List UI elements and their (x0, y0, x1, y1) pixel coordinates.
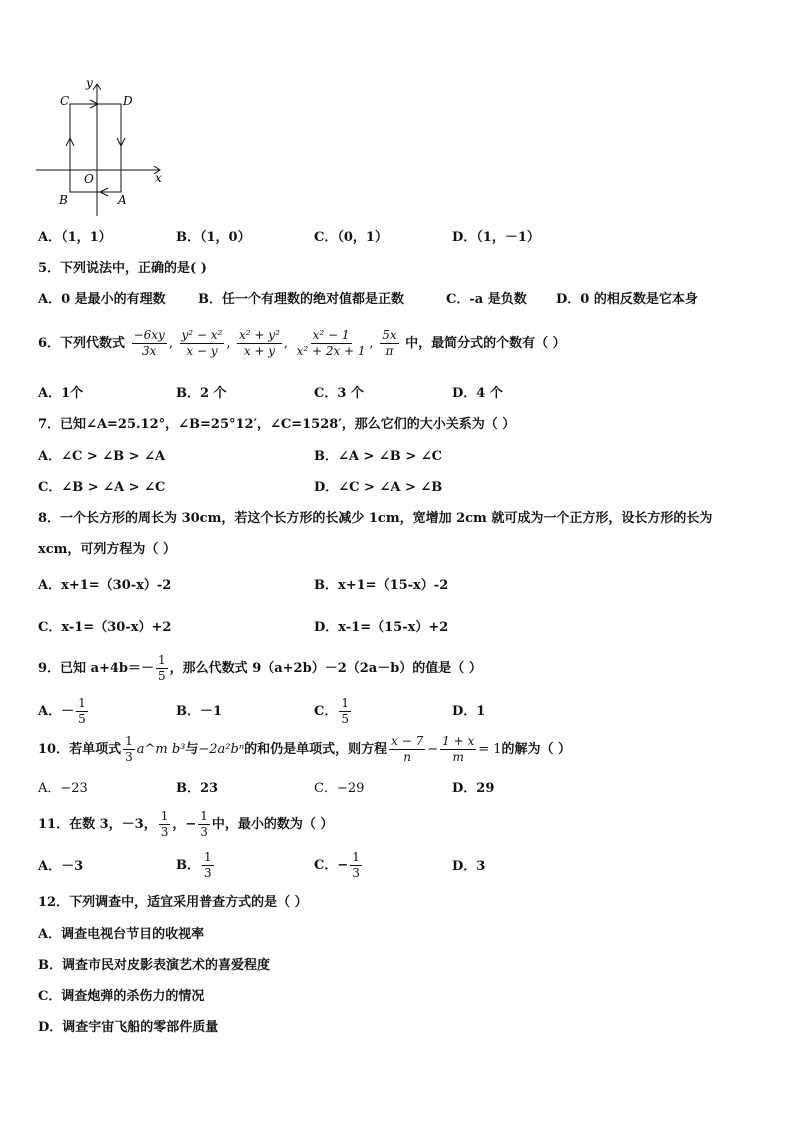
label-y: y (86, 76, 93, 90)
q10-option-d[interactable]: D．29 (452, 781, 495, 796)
q6-frac-3: $\frac{\text{x² + y²}}{x + y}$ (239, 328, 280, 358)
q6-frac-1: $\frac{-6xy}{3x}$ (133, 328, 165, 358)
rectangle-path (70, 104, 121, 192)
coordinate-figure (30, 74, 180, 220)
q6-option-b[interactable]: B．2 个 (176, 386, 227, 401)
q12-option-c[interactable]: C．调查炮弹的杀伤力的情况 (38, 989, 205, 1004)
q12-option-b[interactable]: B．调查市民对皮影表演艺术的喜爱程度 (38, 958, 270, 973)
q12-option-d[interactable]: D．调查宇宙飞船的零部件质量 (38, 1020, 219, 1035)
q8-stem-line1: 8．一个长方形的周长为 30cm，若这个长方形的长减少 1cm，宽增加 2cm 就可成为一个正方形，设长方形的长为 (38, 511, 713, 526)
q10-monomial-1: a^m b³ (136, 742, 186, 757)
q4-option-d[interactable]: D．（1，－1） (452, 230, 540, 245)
q6-frac-4: $\frac{\text{x² − 1}}{\text{x² + 2x + 1}}$ (296, 328, 366, 358)
q9-frac: $\frac{1}{5}$ (158, 653, 166, 683)
q4-option-b[interactable]: B．（1，0） (176, 230, 251, 245)
q11-option-c[interactable]: C．− $\frac{1}{3}$ (314, 850, 360, 880)
q4-option-a[interactable]: A．（1，1） (38, 230, 112, 245)
q10-stem: 10．若单项式 $\frac{1}{3}$ a^m b³与−2a²bⁿ的和仍是单项式，则方程 $\frac{x - 7}{n}$ − $\frac{1 + x}{m}$ = 1的解为（ ） (38, 734, 572, 764)
q10-monomial-2: −2a²bⁿ (198, 742, 245, 757)
q5-option-b[interactable]: B．任一个有理数的绝对值都是正数 (198, 292, 404, 307)
q8-option-a[interactable]: A．x+1=（30-x）-2 (38, 578, 172, 593)
label-d: D (123, 94, 133, 108)
q7-stem: 7．已知∠A=25.12°，∠B=25°12′，∠C=1528′，那么它们的大小关系为（ ） (38, 417, 516, 432)
q8-stem-line2: xcm，可列方程为（ ） (38, 542, 176, 557)
q5-option-a[interactable]: A．0 是最小的有理数 (38, 292, 166, 307)
label-b: B (59, 193, 68, 207)
q10-option-b[interactable]: B．23 (176, 781, 219, 796)
q8-option-b[interactable]: B．x+1=（15-x）-2 (314, 578, 449, 593)
q10-option-c[interactable]: C．−29 (314, 781, 365, 796)
q6-option-c[interactable]: C．3 个 (314, 386, 364, 401)
q11-stem: 11．在数 3，－3， $\frac{1}{3}$ ，− $\frac{1}{3}$ 中，最小的数为（ ） (38, 809, 334, 839)
q6-option-d[interactable]: D．4 个 (452, 386, 503, 401)
label-x: x (155, 171, 162, 185)
q6-frac-2: $\frac{\text{y² − x²}}{x - y}$ (181, 328, 223, 358)
q8-option-c[interactable]: C．x-1=（30-x）+2 (38, 620, 172, 635)
q6-prefix: 6．下列代数式 (38, 336, 126, 351)
label-o: O (84, 172, 94, 186)
q9-option-c[interactable]: C． $\frac{1}{5}$ (314, 696, 349, 726)
q12-option-a[interactable]: A．调查电视台节目的收视率 (38, 927, 205, 942)
q11-option-a[interactable]: A．－3 (38, 859, 84, 874)
q9-option-a[interactable]: A．－ $\frac{1}{5}$ (38, 696, 86, 726)
q7-option-a[interactable]: A．∠C > ∠B > ∠A (38, 449, 166, 464)
q8-option-d[interactable]: D．x-1=（15-x）+2 (314, 620, 449, 635)
q6-option-a[interactable]: A．1个 (38, 386, 84, 401)
q9-option-b[interactable]: B．－1 (176, 704, 223, 719)
label-c: C (60, 94, 70, 108)
q11-option-b[interactable]: B． $\frac{1}{3}$ (176, 850, 212, 880)
q6-suffix: 中，最简分式的个数有（ ） (405, 336, 566, 351)
q4-option-c[interactable]: C．（0，1） (314, 230, 388, 245)
q12-stem: 12．下列调查中，适宜采用普查方式的是（ ） (38, 895, 308, 910)
q11-option-d[interactable]: D．3 (452, 859, 486, 874)
q5-option-d[interactable]: D．0 的相反数是它本身 (556, 292, 698, 307)
q7-option-b[interactable]: B．∠A > ∠B > ∠C (314, 449, 442, 464)
q5-stem: 5．下列说法中，正确的是( ) (38, 261, 207, 276)
q9-option-d[interactable]: D．1 (452, 704, 486, 719)
label-a: A (118, 193, 127, 207)
q6-stem: 6．下列代数式 $\frac{-6xy}{3x}$ , $\frac{\text{y² − x²}}{x - y}$ , $\frac{\text{x² + y²}}{x + y}$ , $\frac{\text{x² − 1}}{\text{x² + 2x + 1}}$ , $\frac{5x}{\pi}$ 中，最简分式的个数有（ ） (38, 328, 566, 358)
q6-frac-5: $\frac{5x}{\pi}$ (382, 328, 397, 358)
q10-option-a[interactable]: A．−23 (38, 781, 88, 796)
q7-option-c[interactable]: C．∠B > ∠A > ∠C (38, 480, 166, 495)
q5-option-c[interactable]: C．-a 是负数 (446, 292, 527, 307)
q9-stem: 9．已知 a+4b＝－ $\frac{1}{5}$ ，那么代数式 9（a+2b）－2（2a－b）的值是（ ） (38, 653, 482, 683)
q7-option-d[interactable]: D．∠C > ∠A > ∠B (314, 480, 443, 495)
